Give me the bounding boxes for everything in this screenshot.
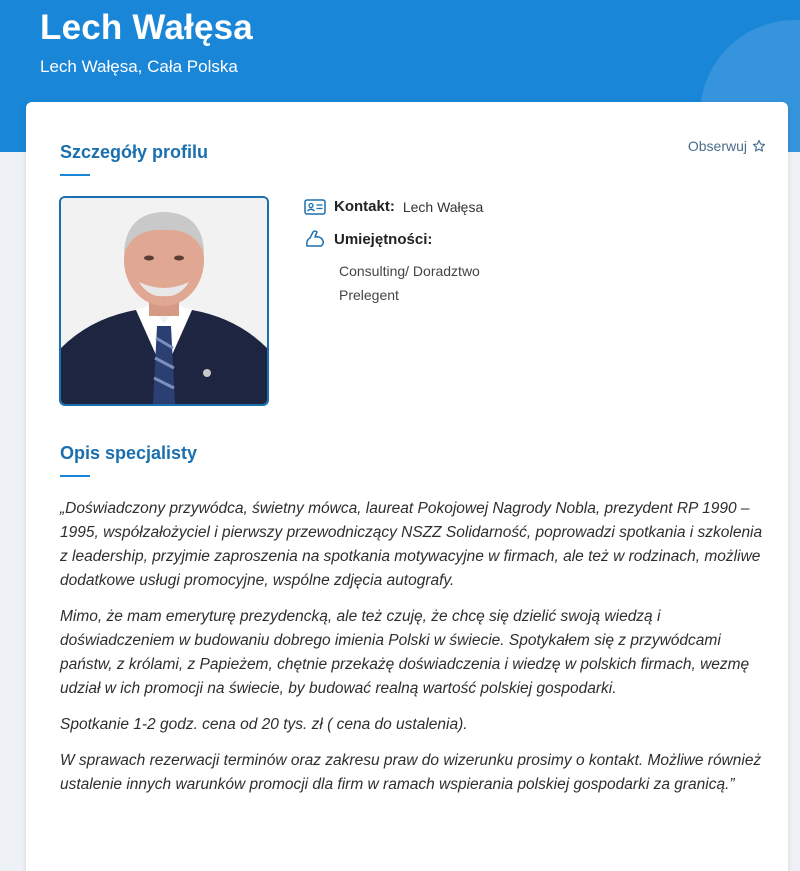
skill-item: Prelegent [339,287,399,303]
description-paragraph: Spotkanie 1-2 godz. cena od 20 tys. zł ( cena do ustalenia). [60,716,468,733]
portrait-illustration [61,198,267,404]
profile-name: Lech Wałęsa [40,8,253,47]
star-outline-icon [752,139,766,153]
contact-row [304,198,483,215]
skills-row [304,229,483,249]
profile-photo [59,196,269,406]
section-underline [60,174,90,176]
description-paragraph: Mimo, że mam emeryturę prezydencką, ale też czuję, że chcę się dzielić swoją wiedzą i doświadczeniem w budowaniu dobrego imienia Polski w świecie. Spotykałem się z przywódcami państw, z królami, z Papieżem, chętnie przekażę doświadczenia i wiedzę w polskich firmach, wezmę udział w ich promocji na świecie, by budować realną wartość polskiej gospodarki. [60,608,750,697]
profile-info [304,198,483,307]
flexed-arm-icon [304,229,326,249]
contact-value: Lech Wałęsa [402,198,484,215]
description-paragraph: W sprawach rezerwacji terminów oraz zakresu praw do wizerunku prosimy o kontakt. Możliwe również ustalenie innych warunków promocji dla firm w ramach wspierania polskiej gospodarki za granicą.” [60,752,762,793]
follow-button[interactable] [688,138,766,154]
contact-label: Kontakt: [334,198,395,215]
skills-label: Umiejętności: [334,230,433,248]
specialist-description [60,497,772,809]
skills-list [339,259,483,307]
skill-item: Consulting/ Doradztwo [339,263,480,279]
profile-details-title: Szczegóły profilu [60,142,209,162]
follow-label: Obserwuj [687,138,747,154]
contact-card-icon [304,199,326,215]
section-underline [60,475,90,477]
description-title: Opis specjalisty [60,443,198,463]
description-paragraph: „Doświadczony przywódca, świetny mówca, laureat Pokojowej Nagrody Nobla, prezydent RP 1990 – 1995, współzałożyciel i pierwszy przewodniczący NSZZ Solidarność, poprowadzi spotkania i szkolenia z leadership, przyjmie zaproszenia na spotkania motywacyjne w firmach, ale też w rodzinach, możliwe dodatkowe usługi promocyjne, wspólne zdjęcia autografy. [60,500,763,589]
profile-card [26,102,788,871]
profile-location: Lech Wałęsa, Cała Polska [40,57,238,76]
